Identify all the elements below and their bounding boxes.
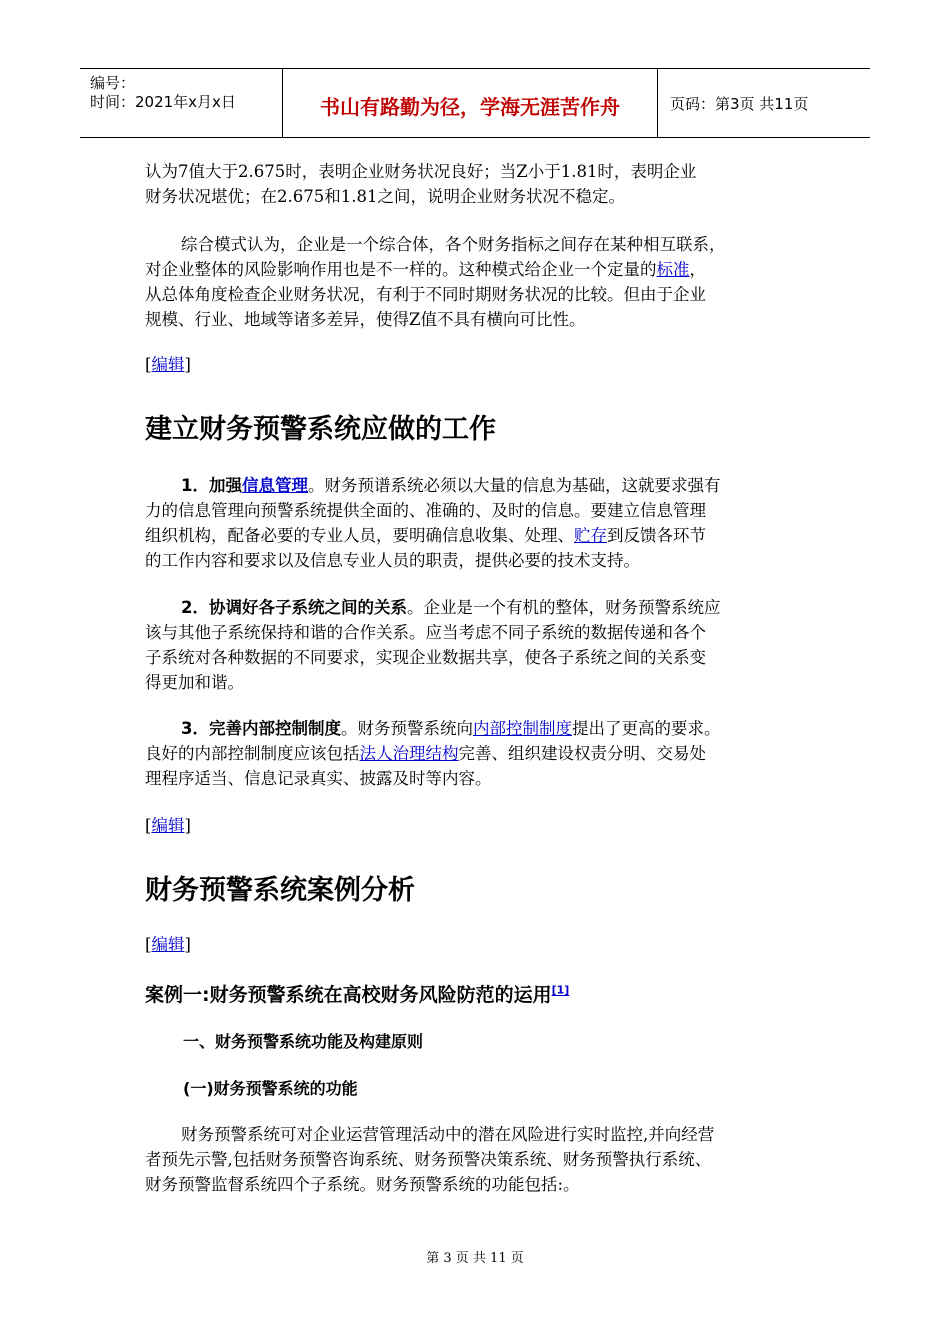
page-footer: 第 3 页 共 11 页	[426, 1251, 524, 1266]
header-page-number: 页码：第3页 共11页	[670, 95, 809, 113]
header-motto: 书山有路勤为径，学海无涯苦作舟	[320, 95, 620, 119]
link-internal-control[interactable]: 内部控制制度	[472, 719, 572, 738]
header-motto-cell	[283, 69, 658, 137]
text-line	[145, 473, 807, 498]
paragraph-item-1	[145, 473, 807, 573]
text-line: 理程序适当、信息记录真实、披露及时等内容。	[145, 769, 492, 788]
text-span: ，	[689, 260, 706, 279]
edit-section-link	[145, 815, 191, 837]
text-line	[145, 595, 807, 620]
text-line: 的工作内容和要求以及信息专业人员的职责，提供必要的技术支持。	[145, 551, 640, 570]
paragraph-warning-system-function	[145, 1122, 807, 1197]
text-span: 良好的内部控制制度应该包括	[145, 744, 360, 763]
edit-link[interactable]: 编辑	[151, 816, 185, 835]
reference-link[interactable]: [1]	[551, 983, 570, 997]
link-corporate-governance[interactable]: 法人治理结构	[359, 744, 459, 763]
doc-time-label: 时间：2021年x月x日	[90, 93, 236, 111]
link-standard[interactable]: 标准	[656, 260, 690, 279]
edit-section-link	[145, 354, 191, 376]
header-page-cell	[658, 69, 870, 137]
text-span: 完善、组织建设权责分明、交易处	[458, 744, 706, 763]
section-heading-work: 建立财务预警系统应做的工作	[145, 414, 496, 445]
text-line: 子系统对各种数据的不同要求，实现企业数据共享，使各子系统之间的关系变	[145, 648, 706, 667]
text-line: 财务预警监督系统四个子系统。财务预警系统的功能包括:。	[145, 1175, 580, 1194]
subsection-heading: 一、财务预警系统功能及构建原则	[183, 1032, 424, 1051]
edit-link[interactable]: 编辑	[151, 355, 185, 374]
item-lead: 1．加强	[181, 476, 242, 495]
paragraph-item-2	[145, 595, 807, 695]
link-storage[interactable]: 贮存	[574, 526, 607, 545]
bracket: ]	[184, 355, 191, 374]
paragraph-composite-model	[145, 232, 807, 332]
text-line: 从总体角度检查企业财务状况，有利于不同时期财务状况的比较。但由于企业	[145, 285, 706, 304]
text-line: 财务状况堪优；在2.675和1.81之间，说明企业财务状况不稳定。	[145, 187, 625, 206]
text-line	[145, 716, 807, 741]
text-line	[145, 741, 807, 766]
text-span: 。企业是一个有机的整体，财务预警系统应	[406, 598, 721, 617]
edit-section-link	[145, 934, 191, 956]
subsection-heading: (一)财务预警系统的功能	[183, 1079, 358, 1098]
text-line	[145, 523, 807, 548]
edit-link[interactable]: 编辑	[151, 935, 185, 954]
text-line: 财务预警系统可对企业运营管理活动中的潜在风险进行实时监控,并向经营	[181, 1125, 715, 1144]
text-span: 组织机构，配备必要的专业人员，要明确信息收集、处理、	[145, 526, 574, 545]
bracket: ]	[184, 935, 191, 954]
item-lead: 2．协调好各子系统之间的关系	[181, 598, 407, 617]
text-line: 者预先示警,包括财务预警咨询系统、财务预警决策系统、财务预警执行系统、	[145, 1150, 712, 1169]
text-span: 提出了更高的要求。	[571, 719, 721, 738]
link-info-management[interactable]: 信息管理	[241, 476, 308, 495]
text-line: 认为7值大于2.675时，表明企业财务状况良好；当Z小于1.81时，表明企业	[145, 162, 697, 181]
text-span: 。财务预谱系统必须以大量的信息为基础，这就要求强有	[307, 476, 721, 495]
item-lead: 3．完善内部控制制度	[181, 719, 341, 738]
header-meta-cell	[80, 69, 283, 137]
doc-number-label: 编号：	[90, 74, 136, 92]
bracket: ]	[184, 816, 191, 835]
bracket: [	[145, 935, 152, 954]
text-line: 该与其他子系统保持和谐的合作关系。应当考虑不同子系统的数据传递和各个	[145, 623, 706, 642]
paragraph-item-3	[145, 716, 807, 791]
text-line: 规模、行业、地域等诸多差异，使得Z值不具有横向可比性。	[145, 310, 586, 329]
text-span: 对企业整体的风险影响作用也是不一样的。这种模式给企业一个定量的	[145, 260, 657, 279]
text-line	[145, 257, 807, 282]
case-1-heading	[145, 980, 569, 1007]
section-heading-case-analysis: 财务预警系统案例分析	[145, 875, 415, 906]
text-span: 到反馈各环节	[607, 526, 706, 545]
bracket: [	[145, 816, 152, 835]
text-line: 得更加和谐。	[145, 673, 244, 692]
text-span: 。财务预警系统向	[340, 719, 473, 738]
paragraph-z-value	[145, 159, 807, 209]
case-1-title: 案例一:财务预警系统在高校财务风险防范的运用	[145, 984, 552, 1006]
text-line: 综合模式认为，企业是一个综合体，各个财务指标之间存在某种相互联系，	[181, 235, 726, 254]
page-header	[80, 68, 870, 138]
text-line: 力的信息管理向预警系统提供全面的、准确的、及时的信息。要建立信息管理	[145, 501, 706, 520]
bracket: [	[145, 355, 152, 374]
